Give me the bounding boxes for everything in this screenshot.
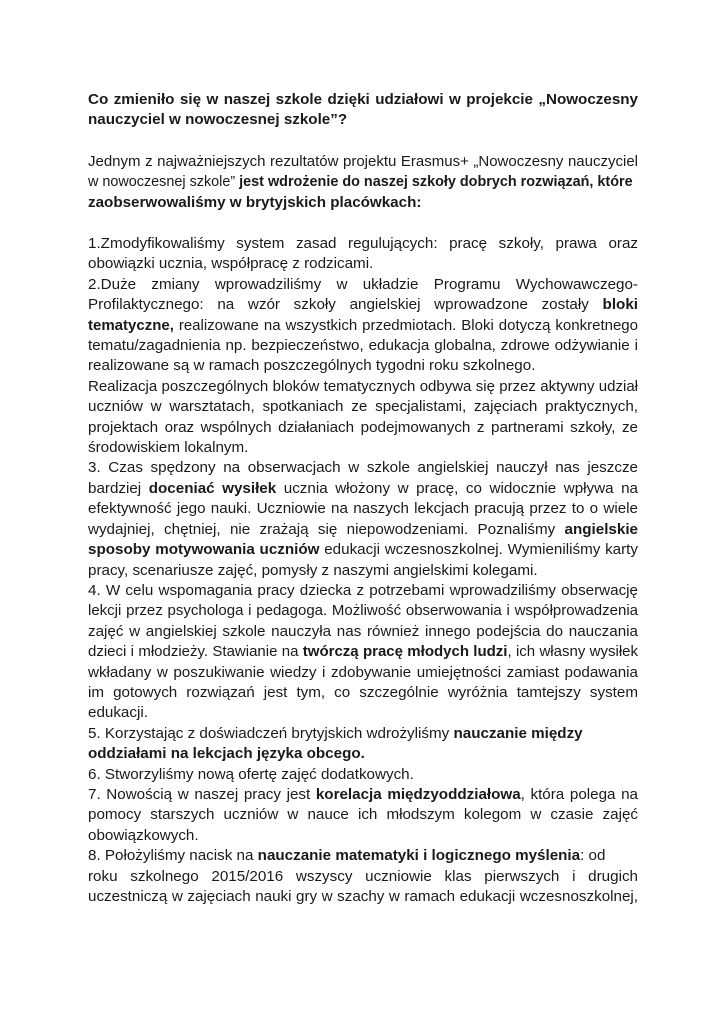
item-8-line-1-text-b: : od <box>580 847 606 865</box>
item-3-line-4-text: wydajniej, chętniej, nie zrażają się niepowodzeniami. Poznaliśmy <box>88 520 565 538</box>
item-4-line-4-text-b: , ich własny wysiłek <box>507 643 638 661</box>
item-5-line-2: oddziałami na lekcjach języka obcego. <box>88 745 365 763</box>
item-3-line-6: pracy, scenariusze zajęć, pomysły z naszymi angielskimi kolegami. <box>88 561 538 579</box>
item-2-line-4: tematu/zagadnienia np. bezpieczeństwo, edukacja globalna, zdrowe odżywianie i <box>88 337 638 355</box>
item-3-line-5-bold: sposoby motywowania uczniów <box>88 541 320 559</box>
item-3-line-2 <box>88 479 638 499</box>
item-2-line-8: projektach oraz wspólnych działaniach podejmowanych z partnerami szkoły, ze <box>88 418 638 436</box>
items-list <box>88 234 638 907</box>
item-4-line-3: zajęć w angielskiej szkole nauczyła nas również innego podejścia do nauczania <box>88 622 638 640</box>
item-2-line-6: Realizacja poszczególnych bloków tematycznych odbywa się przez aktywny udział <box>88 377 638 395</box>
item-2-line-2-text: Profilaktycznego: na wzór szkoły angielskiej wprowadzone zostały <box>88 296 603 314</box>
item-4-line-5: wkładany w poszukiwanie wiedzy i zdobywanie umiejętności zamiast podawania <box>88 663 638 681</box>
item-8-line-1-bold: nauczanie matematyki i logicznego myślenia <box>257 847 581 865</box>
item-3-line-2-bold: doceniać wysiłek <box>148 479 277 497</box>
item-4-line-2: lekcji przez psychologa i pedagoga. Możliwość obserwowania i współprowadzenia <box>88 602 638 620</box>
intro-line-1: Jednym z najważniejszych rezultatów projektu Erasmus+ „Nowoczesny nauczyciel <box>88 153 638 170</box>
intro-paragraph <box>88 152 638 213</box>
item-6-line-1: 6. Stworzyliśmy nową ofertę zajęć dodatkowych. <box>88 765 414 783</box>
item-7-line-1 <box>88 785 638 805</box>
intro-line-3: zaobserwowaliśmy w brytyjskich placówkach: <box>88 193 422 211</box>
item-5-line-1-text: 5. Korzystając z doświadczeń brytyjskich wdrożyliśmy <box>88 724 454 742</box>
heading-line-1: Co zmieniło się w naszej szkole dzięki udziałowi w projekcie „Nowoczesny <box>88 91 638 108</box>
item-7-line-3: obowiązkowych. <box>88 826 199 844</box>
item-5-line-1 <box>88 724 638 744</box>
heading-line-2: nauczyciel w nowoczesnej szkole”? <box>88 111 348 129</box>
item-2-line-5: realizowane są w ramach poszczególnych tygodni roku szkolnego. <box>88 357 536 375</box>
intro-line-2-text: w nowoczesnej szkole” <box>88 174 240 191</box>
item-4-line-4 <box>88 642 638 662</box>
item-2-line-9: środowiskiem lokalnym. <box>88 439 249 457</box>
item-4-line-7: edukacji. <box>88 704 148 722</box>
item-4-line-1: 4. W celu wspomagania pracy dziecka z potrzebami wprowadziliśmy obserwację <box>88 581 638 599</box>
item-7-line-1-bold: korelacja międzyoddziałowa <box>315 785 521 803</box>
item-2-line-1: 2.Duże zmiany wprowadziliśmy w układzie Programu Wychowawczego- <box>88 275 638 293</box>
item-2-line-2-bold: bloki <box>602 296 638 314</box>
item-3-line-3: efektywność jego nauki. Uczniowie na naszych lekcjach pracują przez to o wiele <box>88 500 638 518</box>
item-2-line-3 <box>88 316 638 336</box>
item-5-line-1-bold: nauczanie między <box>453 724 583 742</box>
item-3-line-5 <box>88 540 638 560</box>
item-3-line-5-text: edukacji wczesnoszkolnej. Wymieniliśmy karty <box>319 541 638 559</box>
item-2-line-2 <box>88 295 638 315</box>
item-7-line-1-text-a: 7. Nowością w naszej pracy jest <box>88 785 316 803</box>
item-7-line-1-text-b: , która polega na <box>520 785 638 803</box>
item-4-line-4-bold: twórczą pracę młodych ludzi <box>302 643 508 661</box>
item-3-line-1: 3. Czas spędzony na obserwacjach w szkole angielskiej nauczył nas jeszcze <box>88 459 638 477</box>
item-3-line-2-text-b: ucznia włożony w pracę, co widocznie wpływa na <box>276 479 638 497</box>
item-7-line-2: pomocy starszych uczniów w nauce ich młodszym kolegom w czasie zajęć <box>88 806 638 824</box>
item-3-line-4-bold: angielskie <box>564 520 638 538</box>
item-8-line-3: uczestniczą w zajęciach nauki gry w szachy w ramach edukacji wczesnoszkolnej, <box>88 888 638 905</box>
intro-line-2-bold: jest wdrożenie do naszej szkoły dobrych rozwiązań, które <box>239 174 633 191</box>
item-2-line-7: uczniów w warsztatach, spotkaniach ze specjalistami, zajęciach praktycznych, <box>88 398 638 416</box>
item-1-line-2: obowiązki ucznia, współpracę z rodzicami. <box>88 255 374 273</box>
item-8-line-2: roku szkolnego 2015/2016 wszyscy uczniowie klas pierwszych i drugich <box>88 867 638 885</box>
item-2-line-3-bold: tematyczne, <box>88 316 174 334</box>
item-2-line-3-text: realizowane na wszystkich przedmiotach. Bloki dotyczą konkretnego <box>173 316 638 334</box>
intro-line-2 <box>88 172 638 192</box>
page-heading <box>88 90 638 131</box>
item-3-line-4 <box>88 520 638 540</box>
item-4-line-4-text-a: dzieci i młodzieży. Stawianie na <box>88 643 303 661</box>
item-4-line-6: im gotowych rozwiązań jest tym, co szczególnie wyróżnia tamtejszy system <box>88 683 638 701</box>
item-8-line-1-text-a: 8. Położyliśmy nacisk na <box>88 847 258 865</box>
item-8-line-1 <box>88 846 638 866</box>
item-3-line-2-text-a: bardziej <box>88 479 149 497</box>
item-1-line-1: 1.Zmodyfikowaliśmy system zasad regulujących: pracę szkoły, prawa oraz <box>88 235 638 252</box>
